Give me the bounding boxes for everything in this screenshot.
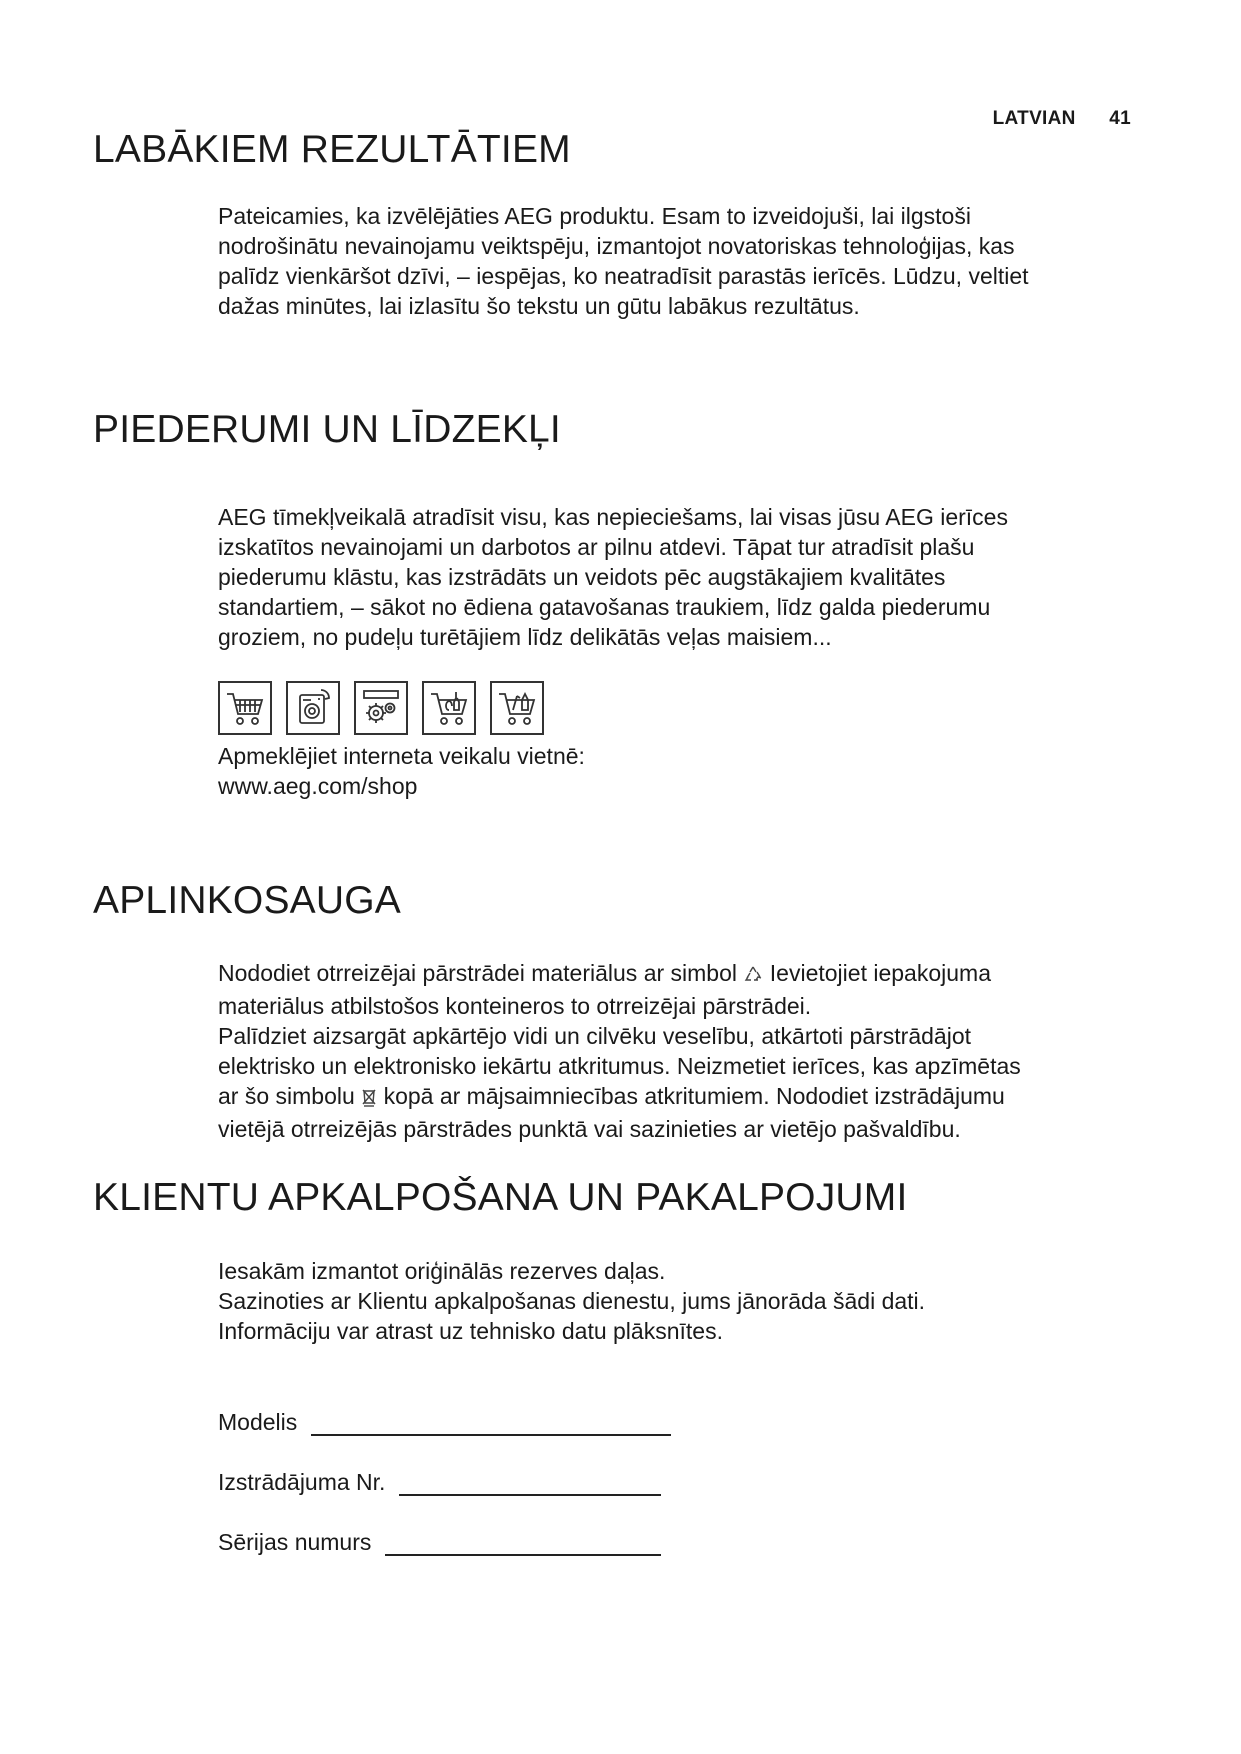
crossed-bin-icon <box>361 1084 377 1114</box>
serial-number-field <box>218 1529 661 1556</box>
product-number-field <box>218 1469 661 1496</box>
recycle-icon <box>743 961 763 991</box>
results-paragraph <box>218 201 1118 321</box>
environment-line: materiālus atbilstošos konteineros to otrreizējai pārstrādei. <box>218 993 812 1019</box>
environment-paragraph <box>218 958 1118 1144</box>
language-label: LATVIAN <box>992 108 1076 129</box>
environment-line1-before: Nododiet otrreizējai pārstrādei materiālus ar simbol <box>218 960 738 986</box>
section-title-accessories: PIEDERUMI UN LĪDZEKĻI <box>93 408 561 451</box>
service-paragraph <box>218 1256 1118 1346</box>
accessories-line: standartiem, – sākot no ēdiena gatavošanas traukiem, līdz galda piederumu <box>218 594 991 620</box>
results-line: dažas minūtes, lai izlasītu šo tekstu un gūtu labākus rezultātus. <box>218 293 860 319</box>
gears-icon <box>354 681 408 735</box>
page-header <box>993 108 1131 130</box>
accessories-line: izskatītos nevainojami un darbotos ar pilnu atdevi. Tāpat tur atradīsit plašu <box>218 534 975 560</box>
environment-line: vietējā otrreizējās pārstrādes punktā vai sazinieties ar vietējo pašvaldību. <box>218 1116 961 1142</box>
accessories-line: piederumu klāstu, kas izstrādāts un veidots pēc augstākajiem kvalitātes <box>218 564 946 590</box>
environment-line: elektrisko un elektronisko iekārtu atkritumus. Neizmetiet ierīces, kas apzīmētas <box>218 1053 1021 1079</box>
environment-line: Palīdziet aizsargāt apkārtējo vidi un cilvēku veselību, atkārtoti pārstrādājot <box>218 1023 972 1049</box>
model-field <box>218 1409 671 1436</box>
section-title-environment: APLINKOSAUGA <box>93 879 402 922</box>
shop-url: www.aeg.com/shop <box>218 773 418 799</box>
shop-visit-text <box>218 741 1118 801</box>
accessories-paragraph <box>218 502 1118 652</box>
environment-line5-after: kopā ar mājsaimniecības atkritumiem. Nododiet izstrādājumu <box>383 1083 1005 1109</box>
accessories-line: AEG tīmekļveikalā atradīsit visu, kas nepieciešams, lai visas jūsu AEG ierīces <box>218 504 1008 530</box>
service-line: Iesakām izmantot oriģinālās rezerves daļas. <box>218 1258 666 1284</box>
shopping-cart-icon <box>218 681 272 735</box>
section-title-service: KLIENTU APKALPOŠANA UN PAKALPOJUMI <box>93 1176 908 1219</box>
visit-line: Apmeklējiet interneta veikalu vietnē: <box>218 743 585 769</box>
serial-number-label: Sērijas numurs <box>218 1529 372 1555</box>
environment-line1-after: Ievietojiet iepakojuma <box>769 960 991 986</box>
environment-line5-before: ar šo simbolu <box>218 1083 355 1109</box>
results-line: nodrošinātu nevainojamu veiktspēju, izmantojot novatoriskas tehnoloģijas, kas <box>218 233 1015 259</box>
product-number-blank <box>399 1472 661 1496</box>
environment-line <box>218 1081 1118 1114</box>
cart-with-bottle-icon <box>422 681 476 735</box>
model-label: Modelis <box>218 1409 298 1435</box>
model-blank <box>311 1412 671 1436</box>
product-number-label: Izstrādājuma Nr. <box>218 1469 386 1495</box>
results-line: palīdz vienkāršot dzīvi, – iespējas, ko neatradīsit parastās ierīcēs. Lūdzu, veltiet <box>218 263 1029 289</box>
results-line: Pateicamies, ka izvēlējāties AEG produktu. Esam to izveidojuši, lai ilgstoši <box>218 203 971 229</box>
washing-machine-icon <box>286 681 340 735</box>
serial-number-blank <box>385 1532 661 1556</box>
page-number: 41 <box>1109 108 1131 129</box>
section-title-results: LABĀKIEM REZULTĀTIEM <box>93 128 571 171</box>
service-line: Sazinoties ar Klientu apkalpošanas dienestu, jums jānorāda šādi dati. <box>218 1288 926 1314</box>
cart-with-cleaning-icon <box>490 681 544 735</box>
accessories-line: groziem, no pudeļu turētājiem līdz delikātās veļas maisiem... <box>218 624 832 650</box>
shop-icons-row <box>218 681 544 735</box>
environment-line <box>218 958 1118 991</box>
service-line: Informāciju var atrast uz tehnisko datu plāksnītes. <box>218 1318 723 1344</box>
